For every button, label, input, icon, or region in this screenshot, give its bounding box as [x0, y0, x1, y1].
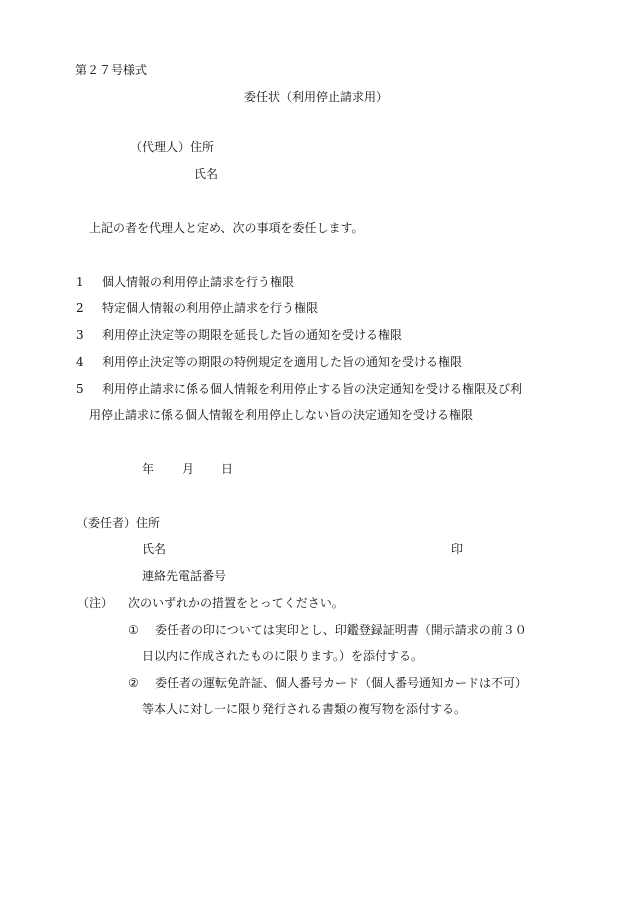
note-item-mark: ②: [128, 676, 139, 690]
note-item-text: 委任者の印については実印とし、印鑑登録証明書（開示請求の前３０: [155, 623, 527, 637]
note-item-text-continued: 等本人に対し一に限り発行される書類の複写物を添付する。: [142, 702, 467, 716]
date-day: 日: [221, 462, 234, 476]
principal-name-label: 氏名: [142, 542, 167, 556]
note-item-text: 委任者の運転免許証、個人番号カード（個人番号通知カードは不可）: [155, 676, 528, 690]
note-item-mark: ①: [128, 623, 139, 637]
date-year: 年: [142, 462, 155, 476]
item-number: 3: [76, 328, 84, 342]
item-number: 4: [76, 355, 84, 369]
item-text: 個人情報の利用停止請求を行う権限: [102, 275, 295, 289]
agent-name-label: 氏名: [194, 167, 219, 181]
note-item-text-continued: 日以内に作成されたものに限ります。）を添付する。: [142, 649, 424, 663]
intro-text: 上記の者を代理人と定め、次の事項を委任します。: [89, 221, 364, 235]
item-text-continued: 用停止請求に係る個人情報を利用停止しない旨の決定通知を受ける権限: [89, 408, 474, 422]
item-number: 1: [76, 275, 84, 289]
item-text: 特定個人情報の利用停止請求を行う権限: [102, 301, 319, 315]
principal-phone-label: 連絡先電話番号: [142, 569, 227, 583]
item-number: 2: [76, 301, 84, 315]
item-text: 利用停止決定等の期限を延長した旨の通知を受ける権限: [102, 328, 403, 342]
item-text: 利用停止請求に係る個人情報を利用停止する旨の決定通知を受ける権限及び利: [102, 382, 523, 396]
note-label: （注）: [77, 596, 114, 610]
seal-mark: 印: [451, 542, 464, 556]
item-number: 5: [76, 382, 84, 396]
form-number: 第２７号様式: [75, 63, 148, 77]
item-text: 利用停止決定等の期限の特例規定を適用した旨の通知を受ける権限: [102, 355, 463, 369]
note-text: 次のいずれかの措置をとってください。: [128, 596, 344, 610]
document-title: 委任状（利用停止請求用）: [244, 90, 389, 104]
agent-address-label: （代理人）住所: [130, 140, 215, 154]
date-month: 月: [182, 462, 195, 476]
principal-address-label: （委任者）住所: [76, 516, 161, 530]
